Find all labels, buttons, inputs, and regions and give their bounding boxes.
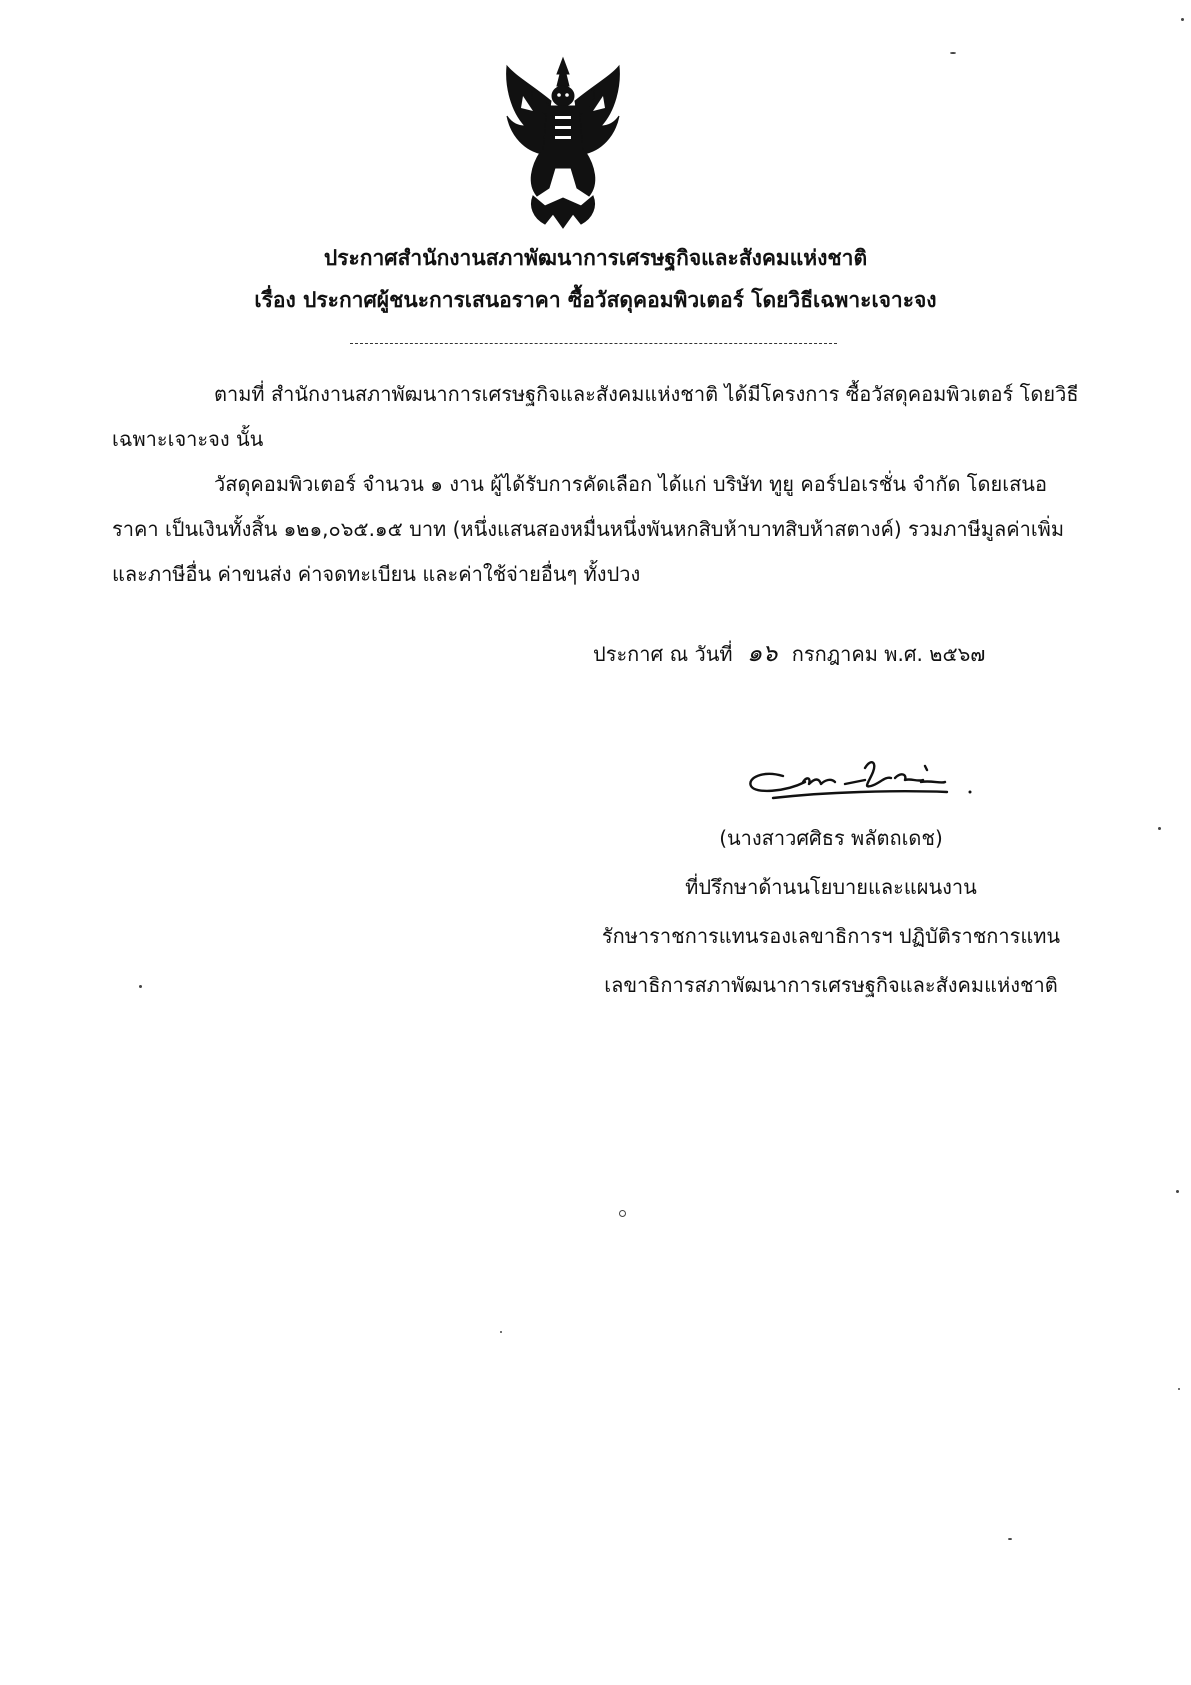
scan-speck [1176,1190,1179,1193]
announcement-title: ประกาศสำนักงานสภาพัฒนาการเศรษฐกิจและสังคมแห่งชาติ [323,246,868,270]
signer-name: (นางสาวศศิธร พลัตถเดช) [719,826,943,850]
paragraph-project [112,372,1079,462]
scan-speck [139,985,142,988]
signer-position: รักษาราชการแทนรองเลขาธิการฯ ปฏิบัติราชการแทน [601,924,1061,948]
paragraph-line: เฉพาะเจาะจง นั้น [112,427,264,451]
signer-position: ที่ปรึกษาด้านนโยบายและแผนงาน [685,875,977,899]
announcement-date [593,633,985,674]
handwritten-signature [745,748,985,808]
signer-position: เลขาธิการสภาพัฒนาการเศรษฐกิจและสังคมแห่งชาติ [604,973,1058,997]
scan-speck [1181,18,1184,21]
paragraph-line: วัสดุคอมพิวเตอร์ จำนวน ๑ งาน ผู้ได้รับการคัดเลือก ได้แก่ บริษัท ทูยู คอร์ปอเรชั่น จำกัด โดยเสนอ [214,472,1047,496]
date-month-year: กรกฎาคม พ.ศ. ๒๕๖๗ [791,642,986,666]
paragraph-line: ราคา เป็นเงินทั้งสิ้น ๑๒๑,๐๖๕.๑๕ บาท (หนึ่งแสนสองหมื่นหนึ่งพันหกสิบห้าบาทสิบห้าสตางค์) รวมภาษีมูลค่าเพิ่ม [112,517,1065,541]
scan-speck [500,1331,502,1333]
date-prefix: ประกาศ ณ วันที่ [593,642,733,666]
announcement-subject: เรื่อง ประกาศผู้ชนะการเสนอราคา ซื้อวัสดุคอมพิวเตอร์ โดยวิธีเฉพาะเจาะจง [254,288,937,312]
scan-speck [1178,1388,1180,1390]
scan-speck [619,1210,626,1217]
paragraph-line: และภาษีอื่น ค่าขนส่ง ค่าจดทะเบียน และค่าใช้จ่ายอื่นๆ ทั้งปวง [112,562,641,586]
scan-speck [950,52,956,54]
paragraph-winner [112,462,1065,597]
garuda-emblem-icon [503,56,623,231]
title-divider [350,343,837,344]
scan-speck [1158,827,1161,830]
paragraph-line: ตามที่ สำนักงานสภาพัฒนาการเศรษฐกิจและสังคมแห่งชาติ ได้มีโครงการ ซื้อวัสดุคอมพิวเตอร์ โดยวิธี [214,382,1079,406]
scan-speck [1008,1538,1012,1540]
date-day: ๑๖ [746,639,778,667]
